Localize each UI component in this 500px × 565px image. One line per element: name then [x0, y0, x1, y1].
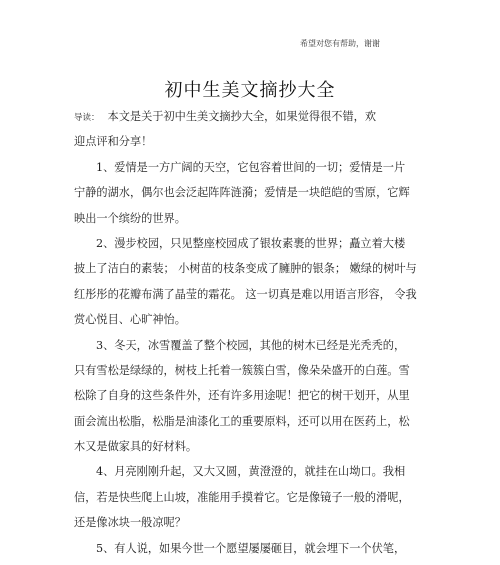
- paragraph-first-line: 2、漫步校园，只见整座校园成了银妆素裹的世界；矗立着大楼: [96, 236, 406, 250]
- header-note: 希望对您有帮助，谢谢: [300, 39, 380, 48]
- paragraph-line: 松除了自身的这些条件外，还有许多用途呢！把它的树干划开，从里: [74, 389, 410, 403]
- paragraph-line: 披上了洁白的素装； 小树苗的枝条变成了臃肿的银条； 嫩绿的树叶与: [74, 262, 417, 276]
- paragraph-line: 信，若是快些爬上山坡，准能用手摸着它。它是像镜子一般的滑呢，: [74, 490, 410, 504]
- paragraph-list: [74, 155, 434, 561]
- intro-text: 本文是关于初中生美文摘抄大全，如果觉得很不错，欢: [107, 110, 377, 123]
- paragraph-line: 只有雪松是绿绿的，树枝上托着一簇簇白雪，像朵朵盛开的白莲。雪: [74, 363, 410, 377]
- paragraph-line: 赏心悦目、心旷神怡。: [74, 313, 186, 327]
- intro-line: [74, 104, 434, 129]
- paragraph-line: 红彤彤的花瓣布满了晶莹的霜花。 这一切真是难以用语言形容， 令我: [74, 287, 417, 301]
- article-body: [74, 104, 434, 561]
- paragraph-line: 面会流出松脂，松脂是油漆化工的重要原料，还可以用在医药上，松: [74, 414, 410, 428]
- paragraph-line: 木又是做家具的好材料。: [74, 440, 198, 454]
- page-title: 初中生美文摘抄大全: [164, 80, 336, 101]
- intro-line: 迎点评和分享！: [74, 135, 153, 149]
- paragraph-line: 还是像冰块一般凉呢？: [74, 516, 186, 530]
- paragraph: [74, 536, 434, 561]
- paragraph-first-line: 1、爱情是一方广阔的天空，它包容着世间的一切；爱情是一片: [96, 160, 406, 174]
- paragraph-first-line: 3、冬天，冰雪覆盖了整个校园，其他的树木已经是光秃秃的，: [96, 338, 406, 352]
- paragraph: [74, 231, 434, 333]
- paragraph-first-line: 4、月亮刚刚升起，又大又圆，黄澄澄的，就挂在山坳口。我相: [96, 465, 406, 479]
- paragraph-first-line: 5、有人说，如果今世一个愿望屡屡砸目，就会埋下一个伏笔，: [96, 541, 406, 555]
- intro-label: 导读：: [74, 113, 100, 123]
- paragraph: [74, 155, 434, 231]
- paragraph-line: 宁静的湖水，偶尔也会泛起阵阵涟漪；爱情是一块皑皑的雪原，它辉: [74, 186, 410, 200]
- paragraph-line: 映出一个缤纷的世界。: [74, 211, 186, 225]
- paragraph: [74, 459, 434, 535]
- paragraph: [74, 333, 434, 460]
